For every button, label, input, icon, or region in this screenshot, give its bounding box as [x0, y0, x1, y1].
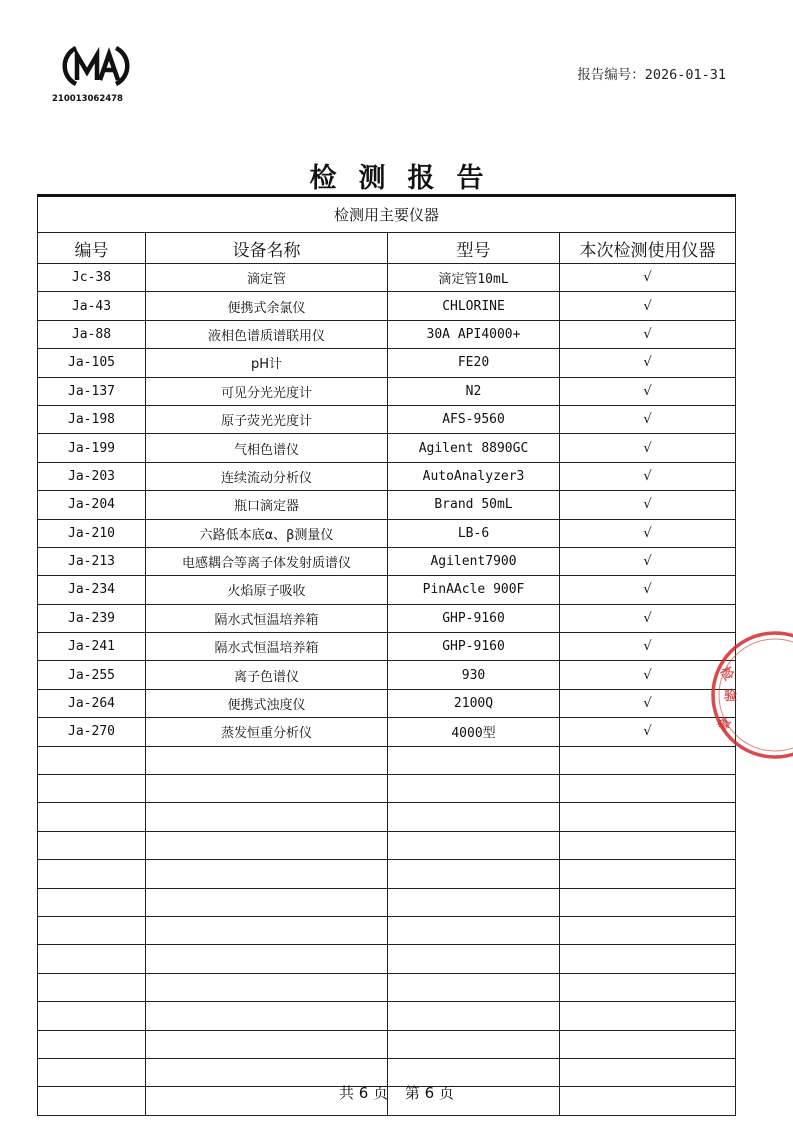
empty-table-row: [38, 831, 736, 859]
cell-used-check: [560, 973, 736, 1001]
cell-model: [388, 775, 560, 803]
table-body: [38, 264, 736, 1116]
cell-name: 便携式浊度仪: [146, 689, 388, 717]
cell-name: 液相色谱质谱联用仪: [146, 320, 388, 348]
table-row: [38, 576, 736, 604]
table-row: [38, 604, 736, 632]
page-title: 检测报告: [309, 163, 506, 194]
table-row: [38, 491, 736, 519]
cell-model: Agilent 8890GC: [388, 434, 560, 462]
cell-used-check: [560, 775, 736, 803]
cell-name: [146, 775, 388, 803]
cell-used-check: √: [560, 349, 736, 377]
cell-name: 可见分光光度计: [146, 377, 388, 405]
cell-used-check: [560, 803, 736, 831]
cell-name: 离子色谱仪: [146, 661, 388, 689]
cell-code: Ja-199: [38, 434, 146, 462]
cell-model: [388, 945, 560, 973]
cell-model: GHP-9160: [388, 633, 560, 661]
cell-name: 隔水式恒温培养箱: [146, 633, 388, 661]
cell-model: CHLORINE: [388, 292, 560, 320]
cell-model: 4000型: [388, 718, 560, 746]
cell-name: [146, 831, 388, 859]
table-caption: 检测用主要仪器: [38, 196, 736, 233]
cell-code: [38, 746, 146, 774]
cell-name: [146, 973, 388, 1001]
empty-table-row: [38, 945, 736, 973]
table-row: [38, 349, 736, 377]
empty-table-row: [38, 916, 736, 944]
cell-used-check: [560, 831, 736, 859]
cell-model: [388, 746, 560, 774]
cell-model: GHP-9160: [388, 604, 560, 632]
cell-name: [146, 945, 388, 973]
cell-model: 30A API4000+: [388, 320, 560, 348]
cell-name: [146, 1002, 388, 1030]
cma-mark-icon: [56, 42, 136, 90]
cell-code: Ja-213: [38, 547, 146, 575]
cell-used-check: √: [560, 689, 736, 717]
instrument-table: [37, 194, 736, 1116]
cell-name: pH计: [146, 349, 388, 377]
cell-name: [146, 803, 388, 831]
cell-code: Ja-255: [38, 661, 146, 689]
cell-name: [146, 746, 388, 774]
cell-used-check: √: [560, 718, 736, 746]
total-pages: 共 6 页: [339, 1084, 389, 1102]
page-footer: [0, 1082, 793, 1103]
cell-used-check: √: [560, 604, 736, 632]
cell-code: [38, 775, 146, 803]
cell-code: Ja-88: [38, 320, 146, 348]
empty-table-row: [38, 860, 736, 888]
table-row: [38, 519, 736, 547]
cell-model: 2100Q: [388, 689, 560, 717]
cell-code: [38, 888, 146, 916]
cell-code: Ja-234: [38, 576, 146, 604]
table-row: [38, 718, 736, 746]
cell-name: 气相色谱仪: [146, 434, 388, 462]
cell-model: AFS-9560: [388, 405, 560, 433]
cell-name: 瓶口滴定器: [146, 491, 388, 519]
cell-code: [38, 945, 146, 973]
cell-model: [388, 888, 560, 916]
cell-used-check: √: [560, 320, 736, 348]
cell-model: AutoAnalyzer3: [388, 462, 560, 490]
cell-code: [38, 1002, 146, 1030]
cell-used-check: [560, 916, 736, 944]
table-row: [38, 292, 736, 320]
cell-used-check: [560, 888, 736, 916]
cell-name: 隔水式恒温培养箱: [146, 604, 388, 632]
cell-model: 滴定管10mL: [388, 264, 560, 292]
cell-code: Ja-270: [38, 718, 146, 746]
cell-code: Jc-38: [38, 264, 146, 292]
cell-model: [388, 860, 560, 888]
empty-table-row: [38, 973, 736, 1001]
cell-code: Ja-203: [38, 462, 146, 490]
table-row: [38, 264, 736, 292]
cell-code: Ja-241: [38, 633, 146, 661]
column-header-code: 编号: [38, 233, 146, 264]
cell-model: Brand 50mL: [388, 491, 560, 519]
report-number: 报告编号：2026-01-31: [577, 67, 726, 83]
table-row: [38, 661, 736, 689]
cell-model: N2: [388, 377, 560, 405]
svg-text:验: 验: [724, 689, 738, 704]
table-row: [38, 462, 736, 490]
cell-code: Ja-239: [38, 604, 146, 632]
cell-code: Ja-105: [38, 349, 146, 377]
cell-used-check: √: [560, 292, 736, 320]
cell-code: Ja-210: [38, 519, 146, 547]
column-header-used: 本次检测使用仪器: [560, 233, 736, 264]
cell-model: [388, 916, 560, 944]
cma-certificate-number: 210013062478: [52, 94, 123, 104]
official-seal-icon: [690, 620, 793, 770]
column-header-model: 型号: [388, 233, 560, 264]
table-row: [38, 633, 736, 661]
cell-code: [38, 860, 146, 888]
current-page: 第 6 页: [404, 1084, 454, 1102]
cell-model: [388, 1030, 560, 1058]
cell-name: 滴定管: [146, 264, 388, 292]
cell-name: 连续流动分析仪: [146, 462, 388, 490]
cell-code: Ja-198: [38, 405, 146, 433]
cell-name: [146, 888, 388, 916]
cell-used-check: √: [560, 377, 736, 405]
table-row: [38, 377, 736, 405]
cell-model: [388, 803, 560, 831]
table-row: [38, 320, 736, 348]
cell-name: 火焰原子吸收: [146, 576, 388, 604]
cell-model: [388, 1002, 560, 1030]
cell-used-check: [560, 1030, 736, 1058]
cell-used-check: [560, 860, 736, 888]
cell-name: 原子荧光光度计: [146, 405, 388, 433]
cell-used-check: √: [560, 405, 736, 433]
cell-used-check: √: [560, 576, 736, 604]
empty-table-row: [38, 803, 736, 831]
cell-code: Ja-43: [38, 292, 146, 320]
cell-model: PinAAcle 900F: [388, 576, 560, 604]
cell-used-check: √: [560, 661, 736, 689]
cell-code: [38, 973, 146, 1001]
cell-model: [388, 831, 560, 859]
cell-model: [388, 973, 560, 1001]
cell-code: Ja-204: [38, 491, 146, 519]
empty-table-row: [38, 746, 736, 774]
table-row: [38, 689, 736, 717]
cell-code: Ja-264: [38, 689, 146, 717]
svg-text:章: 章: [715, 714, 736, 735]
table-row: [38, 547, 736, 575]
cell-code: [38, 916, 146, 944]
cell-name: 电感耦合等离子体发射质谱仪: [146, 547, 388, 575]
cma-logo: [52, 42, 142, 112]
cell-used-check: √: [560, 434, 736, 462]
cell-model: Agilent7900: [388, 547, 560, 575]
empty-table-row: [38, 1002, 736, 1030]
cell-model: LB-6: [388, 519, 560, 547]
empty-table-row: [38, 1030, 736, 1058]
cell-used-check: √: [560, 264, 736, 292]
cell-used-check: [560, 945, 736, 973]
cell-used-check: √: [560, 462, 736, 490]
cell-name: 蒸发恒重分析仪: [146, 718, 388, 746]
column-header-name: 设备名称: [146, 233, 388, 264]
cell-name: [146, 1030, 388, 1058]
cell-code: [38, 803, 146, 831]
empty-table-row: [38, 775, 736, 803]
cell-name: [146, 916, 388, 944]
empty-table-row: [38, 888, 736, 916]
cell-model: FE20: [388, 349, 560, 377]
cell-model: 930: [388, 661, 560, 689]
cell-code: [38, 1030, 146, 1058]
cell-used-check: √: [560, 547, 736, 575]
cell-code: [38, 831, 146, 859]
cell-name: 六路低本底α、β测量仪: [146, 519, 388, 547]
cell-used-check: [560, 1002, 736, 1030]
cell-used-check: √: [560, 633, 736, 661]
table-row: [38, 405, 736, 433]
cell-name: [146, 860, 388, 888]
svg-text:检: 检: [716, 664, 737, 684]
cell-name: 便携式余氯仪: [146, 292, 388, 320]
cell-code: Ja-137: [38, 377, 146, 405]
cell-used-check: √: [560, 491, 736, 519]
cell-used-check: √: [560, 519, 736, 547]
table-row: [38, 434, 736, 462]
